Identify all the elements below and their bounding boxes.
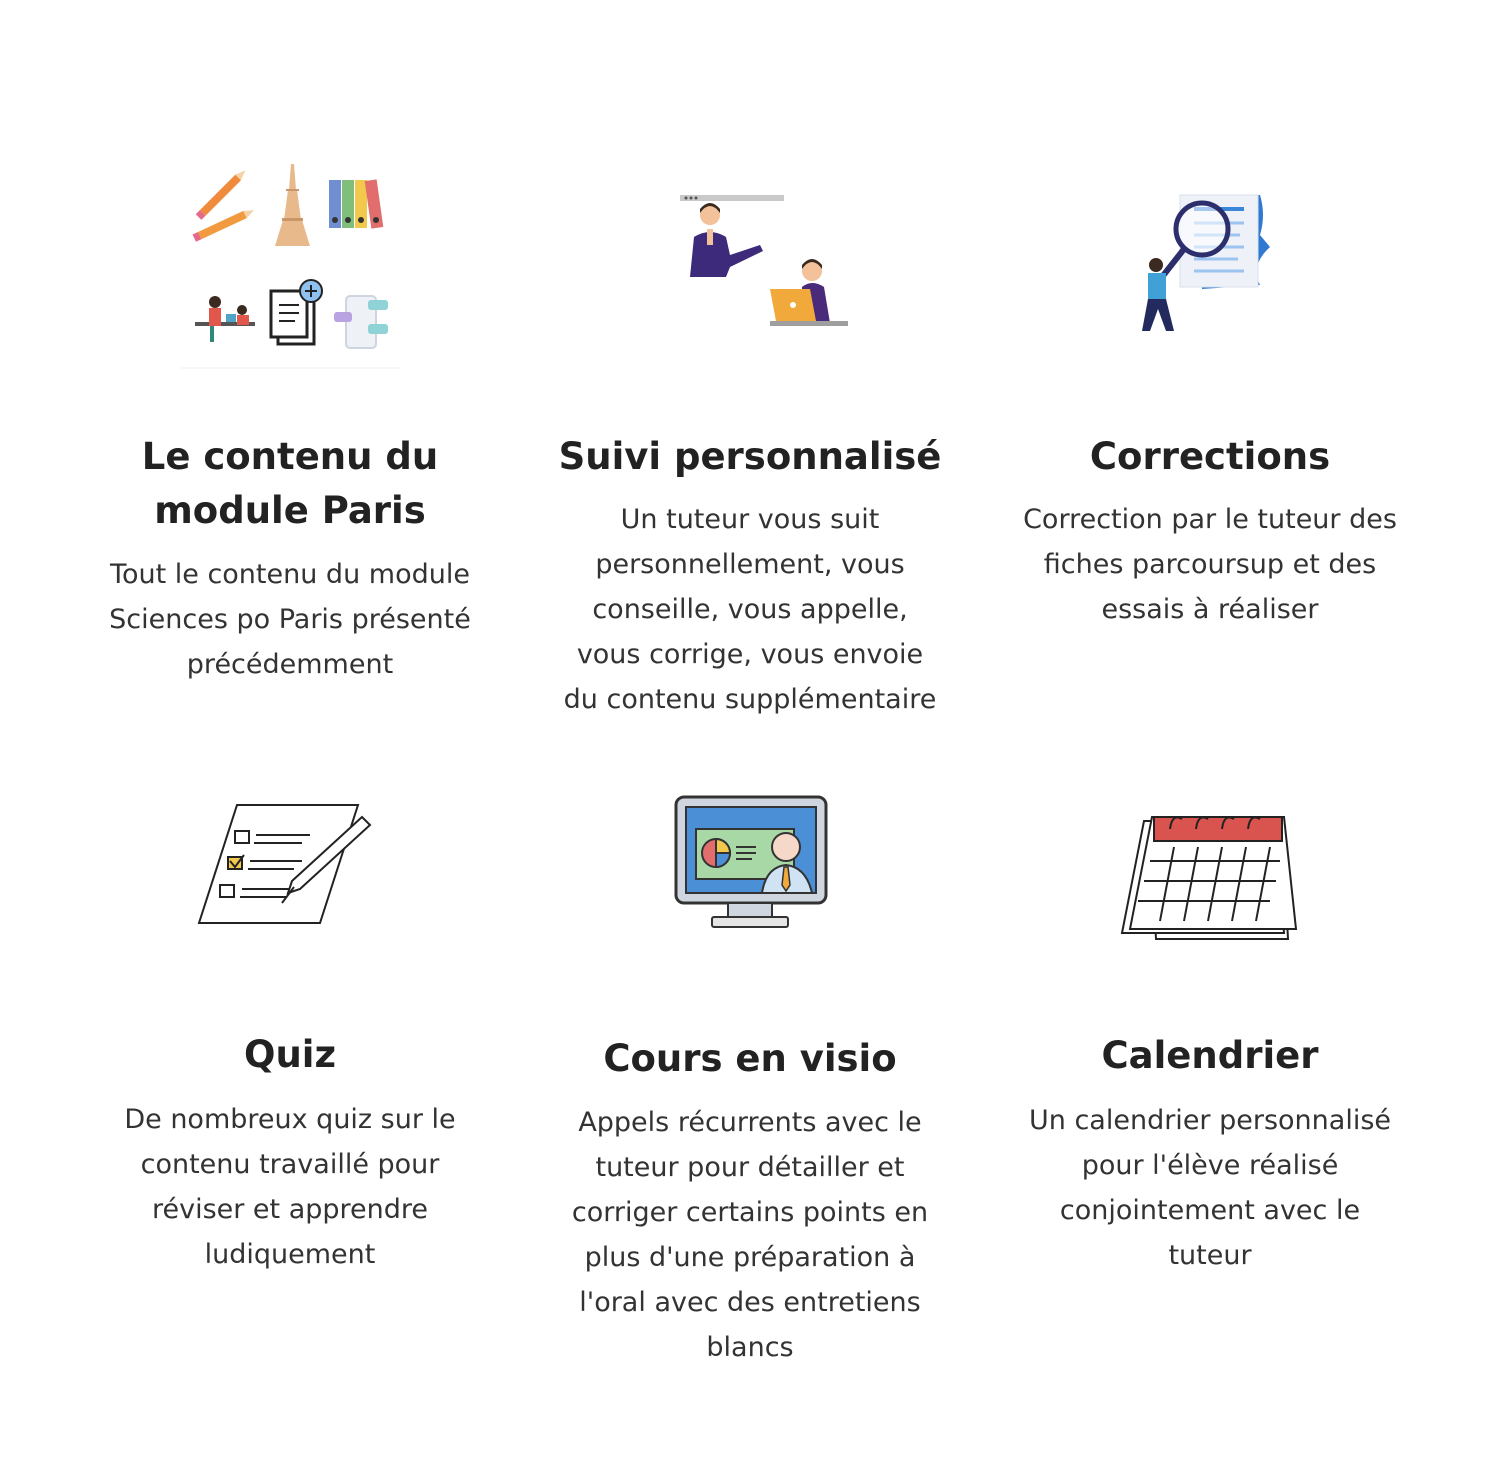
- desc-line: Sciences po Paris présenté: [109, 604, 471, 635]
- desc-line: Correction par le tuteur des: [1023, 504, 1397, 535]
- desc-line: corriger certains points en: [571, 1197, 929, 1228]
- desc-line: Appels récurrents avec le: [578, 1107, 922, 1138]
- magnifier-document-icon: [990, 185, 1430, 345]
- desc-line: Tout le contenu du module: [110, 559, 470, 590]
- feature-description: [990, 497, 1430, 632]
- desc-line: précédemment: [186, 649, 394, 680]
- title-line: Corrections: [1089, 435, 1331, 478]
- desc-line: essais à réaliser: [1101, 594, 1319, 625]
- desc-line: du contenu supplémentaire: [563, 684, 937, 715]
- title-line: module Paris: [154, 489, 426, 532]
- feature-description: [70, 1097, 510, 1277]
- tutor-video-call-icon: [530, 185, 970, 335]
- feature-description: [530, 1100, 970, 1370]
- title-line: Calendrier: [1101, 1034, 1319, 1077]
- feature-title: [530, 1032, 970, 1086]
- feature-description: [70, 552, 510, 687]
- desc-line: plus d'une préparation à: [584, 1242, 916, 1273]
- desc-line: ludiquement: [204, 1239, 376, 1270]
- feature-title: [530, 430, 970, 484]
- desc-line: fiches parcoursup et des: [1043, 549, 1377, 580]
- desc-line: tuteur pour détailler et: [595, 1152, 905, 1183]
- feature-title: [990, 430, 1430, 484]
- desc-line: Un calendrier personnalisé: [1029, 1105, 1391, 1136]
- computer-presentation-icon: [530, 795, 970, 935]
- desc-line: l'oral avec des entretiens: [579, 1287, 921, 1318]
- title-line: Le contenu du: [141, 435, 439, 478]
- calendar-icon: [990, 805, 1430, 945]
- desc-line: conseille, vous appelle,: [592, 594, 908, 625]
- feature-description: [530, 497, 970, 722]
- desc-line: vous corrige, vous envoie: [576, 639, 924, 670]
- desc-line: personnellement, vous: [595, 549, 905, 580]
- feature-title: [990, 1029, 1430, 1083]
- module-content-collage-icon: [70, 150, 510, 380]
- desc-line: contenu travaillé pour: [140, 1149, 440, 1180]
- desc-line: tuteur: [1168, 1240, 1252, 1271]
- desc-line: réviser et apprendre: [151, 1194, 429, 1225]
- feature-title: [70, 430, 510, 538]
- title-line: Quiz: [243, 1033, 336, 1076]
- quiz-checklist-icon: [70, 795, 510, 935]
- desc-line: conjointement avec le: [1059, 1195, 1361, 1226]
- feature-title: [70, 1028, 510, 1082]
- desc-line: pour l'élève réalisé: [1081, 1150, 1339, 1181]
- desc-line: blancs: [706, 1332, 794, 1363]
- desc-line: Un tuteur vous suit: [620, 504, 880, 535]
- title-line: Suivi personnalisé: [558, 435, 942, 478]
- title-line: Cours en visio: [603, 1037, 897, 1080]
- desc-line: De nombreux quiz sur le: [124, 1104, 456, 1135]
- feature-description: [990, 1098, 1430, 1278]
